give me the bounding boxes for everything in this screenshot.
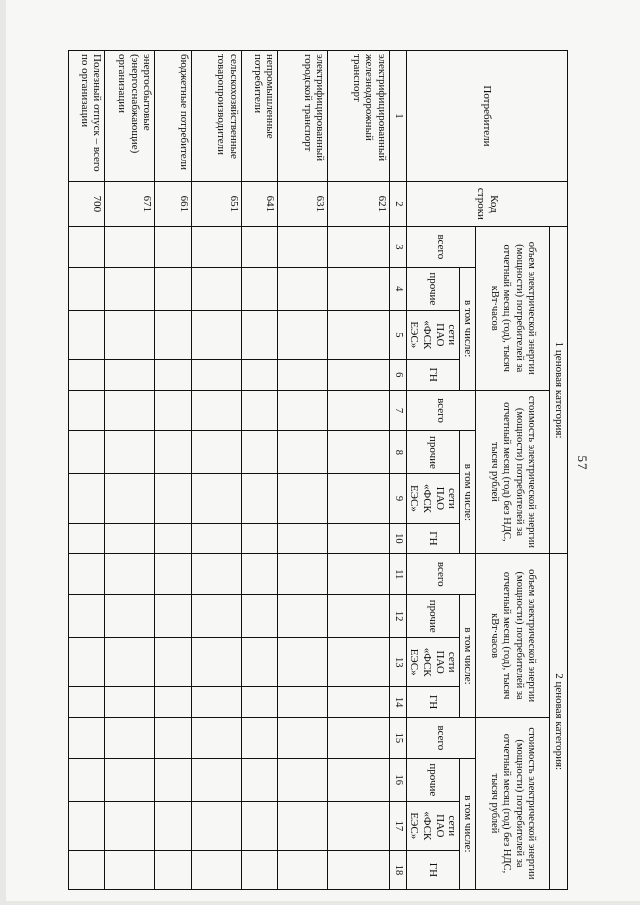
- value-cell[interactable]: [69, 267, 105, 310]
- row-code: 671: [105, 181, 155, 226]
- total-header: всего: [406, 554, 475, 595]
- column-number: 13: [389, 638, 406, 687]
- value-cell[interactable]: [278, 554, 328, 595]
- value-cell[interactable]: [105, 310, 155, 359]
- value-cell[interactable]: [191, 758, 241, 801]
- page-number: 57: [575, 455, 590, 471]
- value-cell[interactable]: [328, 267, 389, 310]
- value-cell[interactable]: [328, 595, 389, 638]
- value-cell[interactable]: [105, 390, 155, 431]
- cat1-cost-header: стоимость электрической энергии (мощности) потребителей за отчетный месяц (год) без НДС, тысяч рублей: [476, 390, 550, 554]
- gn-header: ГН: [406, 850, 460, 889]
- value-cell[interactable]: [105, 431, 155, 474]
- category1-header: 1 ценовая категория:: [550, 226, 568, 553]
- value-cell[interactable]: [191, 226, 241, 267]
- value-cell[interactable]: [328, 226, 389, 267]
- table-row: [191, 51, 241, 890]
- value-cell[interactable]: [155, 267, 191, 310]
- value-cell[interactable]: [155, 431, 191, 474]
- value-cell[interactable]: [278, 390, 328, 431]
- other-header: прочие: [406, 595, 460, 638]
- consumption-table: [68, 50, 568, 890]
- consumer-name: электрифицированный железнодорожный транспорт: [328, 51, 389, 182]
- column-number-row: [389, 51, 406, 890]
- value-cell[interactable]: [155, 554, 191, 595]
- value-cell[interactable]: [105, 554, 155, 595]
- value-cell[interactable]: [69, 431, 105, 474]
- value-cell[interactable]: [105, 523, 155, 554]
- value-cell[interactable]: [69, 638, 105, 687]
- row-code: 641: [241, 181, 277, 226]
- value-cell[interactable]: [105, 801, 155, 850]
- column-number: 7: [389, 390, 406, 431]
- column-number: 8: [389, 431, 406, 474]
- value-cell[interactable]: [105, 638, 155, 687]
- table-row: [278, 51, 328, 890]
- value-cell[interactable]: [241, 390, 277, 431]
- value-cell[interactable]: [69, 850, 105, 889]
- value-cell[interactable]: [69, 359, 105, 390]
- column-number: 14: [389, 687, 406, 718]
- column-number: 3: [389, 226, 406, 267]
- value-cell[interactable]: [191, 267, 241, 310]
- gn-header: ГН: [406, 687, 460, 718]
- value-cell[interactable]: [278, 595, 328, 638]
- value-cell[interactable]: [241, 431, 277, 474]
- value-cell[interactable]: [69, 474, 105, 523]
- including-header: в том числе:: [460, 267, 476, 390]
- value-cell[interactable]: [155, 226, 191, 267]
- value-cell[interactable]: [155, 758, 191, 801]
- value-cell[interactable]: [278, 267, 328, 310]
- column-number: 9: [389, 474, 406, 523]
- scan-edge: [0, 0, 6, 905]
- value-cell[interactable]: [191, 474, 241, 523]
- value-cell[interactable]: [328, 758, 389, 801]
- value-cell[interactable]: [69, 390, 105, 431]
- value-cell[interactable]: [278, 474, 328, 523]
- rotated-page-content: [68, 50, 568, 890]
- value-cell[interactable]: [155, 687, 191, 718]
- consumer-name: энергосбытовые (энергоснабжающие) организации: [105, 51, 155, 182]
- value-cell[interactable]: [105, 850, 155, 889]
- column-number: 2: [389, 181, 406, 226]
- consumer-name: сельскохозяйственные товаропроизводители: [191, 51, 241, 182]
- value-cell[interactable]: [155, 523, 191, 554]
- value-cell[interactable]: [105, 474, 155, 523]
- value-cell[interactable]: [328, 554, 389, 595]
- value-cell[interactable]: [105, 758, 155, 801]
- gn-header: ГН: [406, 359, 460, 390]
- value-cell[interactable]: [241, 267, 277, 310]
- other-header: прочие: [406, 267, 460, 310]
- value-cell[interactable]: [69, 758, 105, 801]
- column-number: 16: [389, 758, 406, 801]
- value-cell[interactable]: [69, 226, 105, 267]
- value-cell[interactable]: [278, 758, 328, 801]
- row-code: 661: [155, 181, 191, 226]
- value-cell[interactable]: [191, 801, 241, 850]
- value-cell[interactable]: [328, 717, 389, 758]
- column-number: 11: [389, 554, 406, 595]
- column-number: 1: [389, 51, 406, 182]
- value-cell[interactable]: [241, 595, 277, 638]
- value-cell[interactable]: [155, 359, 191, 390]
- table-row: [105, 51, 155, 890]
- value-cell[interactable]: [191, 390, 241, 431]
- column-number: 15: [389, 717, 406, 758]
- value-cell[interactable]: [191, 595, 241, 638]
- other-header: прочие: [406, 758, 460, 801]
- value-cell[interactable]: [69, 523, 105, 554]
- value-cell[interactable]: [69, 595, 105, 638]
- consumer-name: электрифицированный городской транспорт: [278, 51, 328, 182]
- consumer-name: бюджетные потребители: [155, 51, 191, 182]
- value-cell[interactable]: [69, 310, 105, 359]
- value-cell[interactable]: [241, 850, 277, 889]
- table-row: [155, 51, 191, 890]
- value-cell[interactable]: [278, 687, 328, 718]
- value-cell[interactable]: [241, 523, 277, 554]
- value-cell[interactable]: [278, 801, 328, 850]
- value-cell[interactable]: [105, 595, 155, 638]
- including-header: в том числе:: [460, 431, 476, 554]
- value-cell[interactable]: [278, 638, 328, 687]
- value-cell[interactable]: [155, 474, 191, 523]
- value-cell[interactable]: [241, 638, 277, 687]
- column-number: 18: [389, 850, 406, 889]
- value-cell[interactable]: [191, 554, 241, 595]
- value-cell[interactable]: [328, 687, 389, 718]
- fsk-header: сети ПАО «ФСК ЕЭС»: [406, 310, 460, 359]
- value-cell[interactable]: [241, 226, 277, 267]
- column-number: 4: [389, 267, 406, 310]
- value-cell[interactable]: [328, 359, 389, 390]
- value-cell[interactable]: [191, 687, 241, 718]
- cat2-cost-header: стоимость электрической энергии (мощности) потребителей за отчетный месяц (год) без НДС, тысяч рублей: [476, 717, 550, 889]
- value-cell[interactable]: [241, 687, 277, 718]
- value-cell[interactable]: [155, 801, 191, 850]
- value-cell[interactable]: [241, 474, 277, 523]
- consumer-name: Полезный отпуск – всего по организации: [69, 51, 105, 182]
- value-cell[interactable]: [328, 474, 389, 523]
- total-header: всего: [406, 717, 475, 758]
- value-cell[interactable]: [241, 801, 277, 850]
- value-cell[interactable]: [191, 523, 241, 554]
- scan-edge: [0, 901, 640, 905]
- value-cell[interactable]: [155, 717, 191, 758]
- other-header: прочие: [406, 431, 460, 474]
- value-cell[interactable]: [328, 523, 389, 554]
- row-code: 621: [328, 181, 389, 226]
- fsk-header: сети ПАО «ФСК ЕЭС»: [406, 638, 460, 687]
- value-cell[interactable]: [278, 359, 328, 390]
- value-cell[interactable]: [105, 359, 155, 390]
- value-cell[interactable]: [328, 801, 389, 850]
- value-cell[interactable]: [155, 638, 191, 687]
- cat2-volume-header: объем электрической энергии (мощности) потребителей за отчетный месяц (год), тысяч кВт·часов: [476, 554, 550, 718]
- value-cell[interactable]: [191, 717, 241, 758]
- row-code-header: Код строки: [406, 181, 567, 226]
- value-cell[interactable]: [69, 687, 105, 718]
- column-number: 6: [389, 359, 406, 390]
- column-number: 17: [389, 801, 406, 850]
- total-header: всего: [406, 390, 475, 431]
- value-cell[interactable]: [328, 310, 389, 359]
- value-cell[interactable]: [191, 431, 241, 474]
- table-body: [69, 51, 390, 890]
- value-cell[interactable]: [328, 431, 389, 474]
- consumer-name: непромышленные потребители: [241, 51, 277, 182]
- value-cell[interactable]: [278, 226, 328, 267]
- value-cell[interactable]: [241, 359, 277, 390]
- value-cell[interactable]: [105, 717, 155, 758]
- row-code: 631: [278, 181, 328, 226]
- gn-header: ГН: [406, 523, 460, 554]
- value-cell[interactable]: [328, 638, 389, 687]
- column-number: 5: [389, 310, 406, 359]
- value-cell[interactable]: [241, 310, 277, 359]
- column-number: 10: [389, 523, 406, 554]
- value-cell[interactable]: [241, 717, 277, 758]
- fsk-header: сети ПАО «ФСК ЕЭС»: [406, 474, 460, 523]
- value-cell[interactable]: [278, 850, 328, 889]
- cat1-volume-header: объем электрической энергии (мощности) потребителей за отчетный месяц (год), тысяч кВт·часов: [476, 226, 550, 390]
- consumers-header: Потребители: [406, 51, 567, 182]
- value-cell[interactable]: [278, 310, 328, 359]
- value-cell[interactable]: [328, 850, 389, 889]
- category2-header: 2 ценовая категория:: [550, 554, 568, 890]
- value-cell[interactable]: [191, 850, 241, 889]
- value-cell[interactable]: [278, 431, 328, 474]
- table-row: [69, 51, 105, 890]
- value-cell[interactable]: [191, 310, 241, 359]
- value-cell[interactable]: [155, 595, 191, 638]
- including-header: в том числе:: [460, 595, 476, 718]
- value-cell[interactable]: [69, 717, 105, 758]
- value-cell[interactable]: [278, 523, 328, 554]
- value-cell[interactable]: [69, 554, 105, 595]
- value-cell[interactable]: [105, 226, 155, 267]
- including-header: в том числе:: [460, 758, 476, 889]
- fsk-header: сети ПАО «ФСК ЕЭС»: [406, 801, 460, 850]
- value-cell[interactable]: [105, 267, 155, 310]
- value-cell[interactable]: [155, 850, 191, 889]
- value-cell[interactable]: [241, 758, 277, 801]
- value-cell[interactable]: [328, 390, 389, 431]
- value-cell[interactable]: [155, 390, 191, 431]
- row-code: 651: [191, 181, 241, 226]
- value-cell[interactable]: [105, 687, 155, 718]
- column-number: 12: [389, 595, 406, 638]
- table-row: [241, 51, 277, 890]
- value-cell[interactable]: [155, 310, 191, 359]
- value-cell[interactable]: [191, 359, 241, 390]
- value-cell[interactable]: [69, 801, 105, 850]
- total-header: всего: [406, 226, 475, 267]
- value-cell[interactable]: [191, 638, 241, 687]
- row-code: 700: [69, 181, 105, 226]
- value-cell[interactable]: [241, 554, 277, 595]
- value-cell[interactable]: [278, 717, 328, 758]
- table-row: [328, 51, 389, 890]
